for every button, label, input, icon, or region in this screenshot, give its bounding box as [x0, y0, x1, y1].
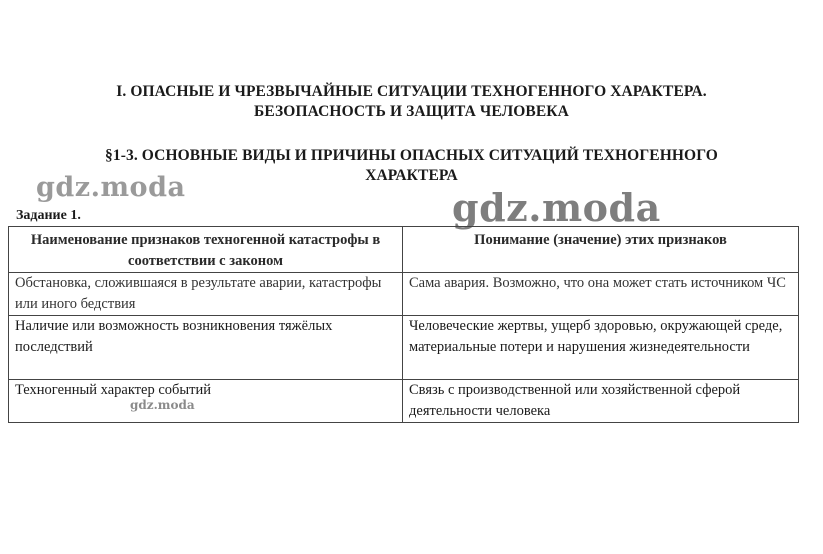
table-header-cell: Понимание (значение) этих признаков — [403, 227, 799, 273]
table-row — [9, 273, 799, 316]
table-row — [9, 316, 799, 380]
task-table — [8, 226, 799, 423]
table-cell: Человеческие жертвы, ущерб здоровью, окружающей среде, материальные потери и нарушения жизнедеятельности — [403, 316, 799, 380]
table-cell: Техногенный характер событий — [9, 380, 403, 423]
table-cell: Обстановка, сложившаяся в результате аварии, катастрофы или иного бедствия — [9, 273, 403, 316]
table-cell: Наличие или возможность возникновения тяжёлых последствий — [9, 316, 403, 380]
watermark-bottom: gdz.moda — [130, 398, 195, 412]
table-header-cell: Наименование признаков техногенной катастрофы в соответствии с законом — [9, 227, 403, 273]
table-cell: Сама авария. Возможно, что она может стать источником ЧС — [403, 273, 799, 316]
table-row — [9, 380, 799, 423]
section-heading — [20, 82, 803, 122]
subsection-heading-line-2: ХАРАКТЕРА — [365, 167, 458, 184]
task-label: Задание 1. — [16, 208, 81, 223]
watermark-top-left: gdz.moda — [36, 172, 186, 203]
watermark-top-right: gdz.moda — [452, 185, 661, 230]
section-heading-line-2: БЕЗОПАСНОСТЬ И ЗАЩИТА ЧЕЛОВЕКА — [254, 103, 569, 120]
table-cell: Связь с производственной или хозяйственной сферой деятельности человека — [403, 380, 799, 423]
section-heading-line-1: I. ОПАСНЫЕ И ЧРЕЗВЫЧАЙНЫЕ СИТУАЦИИ ТЕХНОГЕННОГО ХАРАКТЕРА. — [116, 83, 707, 100]
subsection-heading-line-1: §1-3. ОСНОВНЫЕ ВИДЫ И ПРИЧИНЫ ОПАСНЫХ СИТУАЦИЙ ТЕХНОГЕННОГО — [105, 147, 718, 164]
table-header-row — [9, 227, 799, 273]
